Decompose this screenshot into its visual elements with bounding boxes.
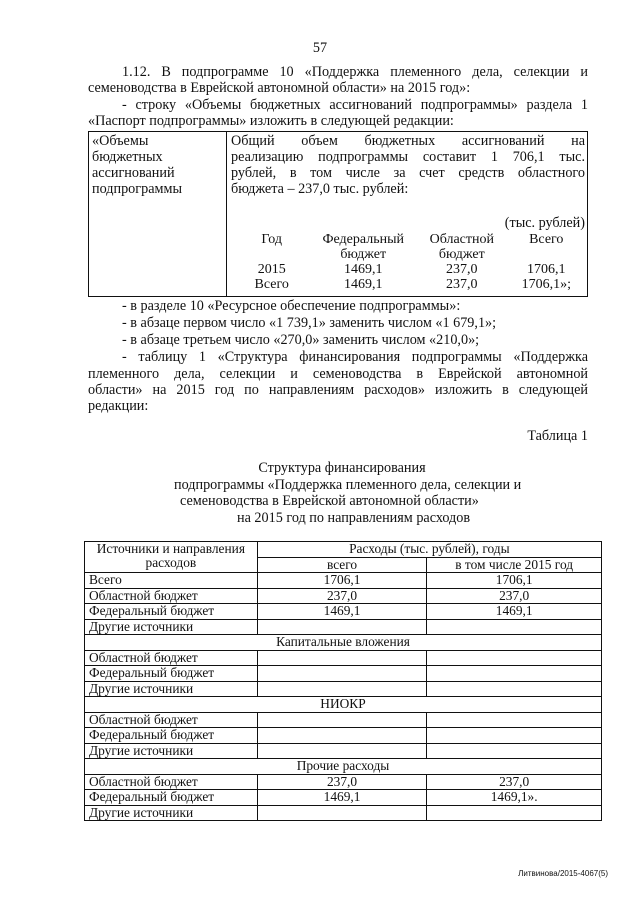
passport-label-line: бюджетных — [92, 149, 163, 165]
table-row — [85, 681, 602, 697]
passport-inner-header — [233, 232, 585, 247]
col-federal-2: бюджет — [340, 247, 387, 262]
row-total: 237,0 — [257, 588, 427, 604]
bullet-line: - в абзаце третьем число «270,0» заменить числом «210,0»; — [122, 332, 480, 348]
header-2015: в том числе 2015 год — [427, 557, 602, 573]
row-label: Федеральный бюджет — [85, 666, 258, 682]
structure-title-line2: подпрограммы «Поддержка племенного дела, селекции и — [174, 477, 522, 493]
cell-total: 1706,1»; — [521, 277, 571, 292]
row-total: 1706,1 — [257, 573, 427, 589]
row-label: Федеральный бюджет — [85, 790, 258, 806]
table-row — [85, 743, 602, 759]
passport-inner-table — [233, 232, 585, 292]
row-total: 237,0 — [257, 774, 427, 790]
instruction: - строку «Объемы бюджетных ассигнований подпрограммы» раздела 1 — [122, 97, 588, 113]
table-label: Таблица 1 — [527, 428, 588, 444]
row-2015: 237,0 — [427, 774, 602, 790]
table-row — [85, 712, 602, 728]
passport-label-cell — [89, 132, 227, 296]
section-capital: Капитальные вложения — [85, 635, 602, 651]
cell-year: Всего — [254, 277, 289, 292]
cell-federal: 1469,1 — [343, 277, 383, 292]
row-label: Федеральный бюджет — [85, 728, 258, 744]
section-other: Прочие расходы — [85, 759, 602, 775]
table-row — [85, 728, 602, 744]
table-row — [85, 650, 602, 666]
section-row-other — [85, 759, 602, 775]
header-expenses: Расходы (тыс. рублей), годы — [257, 542, 601, 558]
col-regional: Областной — [429, 232, 494, 247]
row-2015: 1469,1». — [427, 790, 602, 806]
row-label: Областной бюджет — [85, 650, 258, 666]
col-federal: Федеральный — [322, 232, 404, 247]
row-label: Областной бюджет — [85, 712, 258, 728]
row-label: Областной бюджет — [85, 774, 258, 790]
table-row — [85, 573, 602, 589]
passport-text-line: реализацию подпрограммы составит 1 706,1 тыс. — [231, 149, 585, 165]
instruction-cont: «Паспорт подпрограммы» изложить в следующей редакции: — [88, 113, 454, 129]
table-instruction-cont: племенного дела, селекции и семеноводства в Еврейской автономной — [88, 366, 588, 382]
page-number: 57 — [312, 40, 328, 56]
row-label: Федеральный бюджет — [85, 604, 258, 620]
row-total: 1469,1 — [257, 604, 427, 620]
row-total — [257, 619, 427, 635]
table-row — [85, 588, 602, 604]
passport-text-line: бюджета – 237,0 тыс. рублей: — [231, 181, 409, 197]
row-label: Другие источники — [85, 619, 258, 635]
row-label: Другие источники — [85, 805, 258, 821]
passport-label-line: ассигнований — [92, 165, 175, 181]
col-total: Всего — [529, 232, 564, 247]
passport-table — [88, 131, 588, 297]
col-year: Год — [261, 232, 283, 247]
cell-total: 1706,1 — [527, 262, 566, 277]
cell-federal: 1469,1 — [343, 262, 383, 277]
passport-label-line: «Объемы — [92, 133, 149, 149]
row-2015: 1469,1 — [427, 604, 602, 620]
row-2015 — [427, 805, 602, 821]
structure-table — [84, 541, 602, 821]
row-2015: 237,0 — [427, 588, 602, 604]
structure-title: Структура финансирования — [258, 460, 426, 476]
item-heading: 1.12. В подпрограмме 10 «Поддержка племенного дела, селекции и — [122, 64, 588, 80]
passport-label-line: подпрограммы — [92, 181, 182, 197]
item-heading-cont: семеноводства в Еврейской автономной области» на 2015 год»: — [88, 80, 471, 96]
passport-text-line: рублей, в том числе за счет средств областного — [231, 165, 585, 181]
bullet-line: - в разделе 10 «Ресурсное обеспечение подпрограммы»: — [122, 298, 461, 314]
table-row — [85, 619, 602, 635]
passport-inner-header-2 — [233, 247, 585, 262]
row-2015 — [427, 619, 602, 635]
cell-year: 2015 — [257, 262, 286, 277]
structure-title-line4: на 2015 год по направлениям расходов — [237, 510, 471, 526]
passport-units: (тыс. рублей) — [504, 215, 585, 231]
section-row-niokr — [85, 697, 602, 713]
section-niokr: НИОКР — [85, 697, 602, 713]
table-instruction: - таблицу 1 «Структура финансирования подпрограммы «Поддержка — [122, 349, 588, 365]
passport-text-line: Общий объем бюджетных ассигнований на — [231, 133, 585, 149]
footer-code: Литвинова/2015-4067(5) — [518, 869, 608, 878]
cell-regional: 237,0 — [446, 262, 478, 277]
table-header-row — [85, 542, 602, 558]
structure-title-line3: семеноводства в Еврейской автономной области» — [180, 493, 479, 509]
table-row — [85, 790, 602, 806]
section-row-capital — [85, 635, 602, 651]
table-row — [85, 604, 602, 620]
row-label: Областной бюджет — [85, 588, 258, 604]
row-total — [257, 805, 427, 821]
header-sources: Источники и направления расходов — [85, 542, 258, 573]
col-regional-2: бюджет — [438, 247, 485, 262]
row-2015: 1706,1 — [427, 573, 602, 589]
table-row — [85, 774, 602, 790]
table-row — [85, 805, 602, 821]
bullet-line: - в абзаце первом число «1 739,1» заменить числом «1 679,1»; — [122, 315, 497, 331]
header-all: всего — [257, 557, 427, 573]
row-total: 1469,1 — [257, 790, 427, 806]
table-row — [85, 666, 602, 682]
row-label: Всего — [85, 573, 258, 589]
row-label: Другие источники — [85, 681, 258, 697]
passport-row — [233, 262, 585, 277]
row-label: Другие источники — [85, 743, 258, 759]
passport-row — [233, 277, 585, 292]
table-instruction-cont: редакции: — [88, 398, 149, 414]
cell-regional: 237,0 — [446, 277, 478, 292]
table-instruction-cont: области» на 2015 год по направлениям расходов» изложить в следующей — [88, 382, 588, 398]
